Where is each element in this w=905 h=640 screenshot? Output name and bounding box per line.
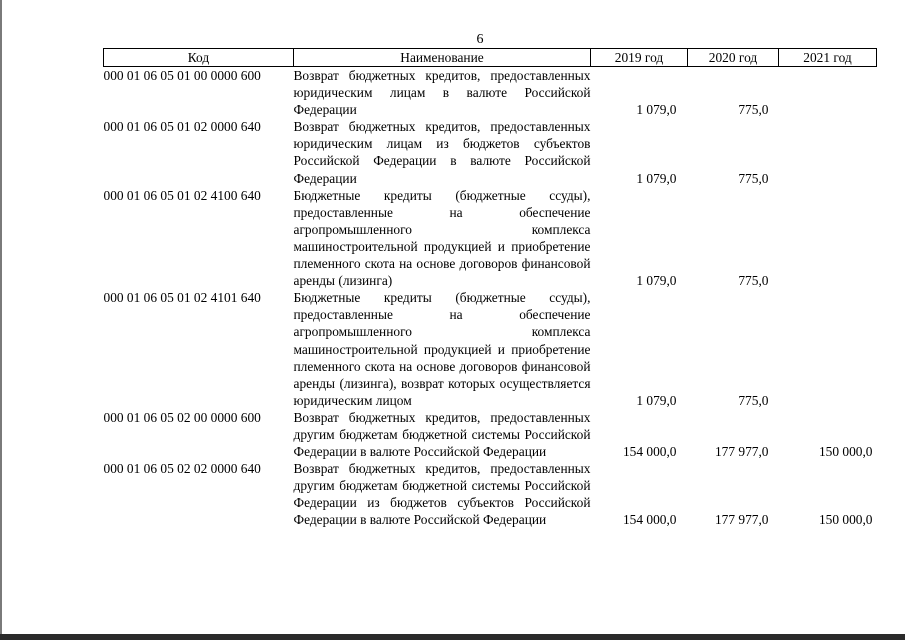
row-code: 000 01 06 05 02 00 0000 600 xyxy=(103,409,261,425)
scan-bottom-edge xyxy=(0,634,905,640)
budget-table xyxy=(103,48,877,529)
row-code: 000 01 06 05 01 02 4100 640 xyxy=(103,187,261,203)
table-row xyxy=(104,67,877,119)
table-header xyxy=(104,49,877,67)
row-name: Возврат бюджетных кредитов, предоставленных другим бюджетам бюджетной системы Российской Федерации из бюджетов субъектов Российской Федерации в валюте Российской Федерации xyxy=(293,461,591,528)
row-value-2021: 150 000,0 xyxy=(818,512,873,528)
table-row xyxy=(104,118,877,186)
row-value-2020: 177 977,0 xyxy=(714,512,769,528)
row-name: Возврат бюджетных кредитов, предоставленных юридическим лицам в валюте Российской Федерации xyxy=(293,68,591,118)
row-name: Возврат бюджетных кредитов, предоставленных юридическим лицам из бюджетов субъектов Российской Федерации в валюте Российской Федерации xyxy=(293,119,591,186)
table-row xyxy=(104,289,877,409)
row-value-2019: 1 079,0 xyxy=(636,102,677,118)
row-value-2021 xyxy=(779,187,877,290)
page-number: 6 xyxy=(476,32,484,47)
row-value-2019: 1 079,0 xyxy=(636,273,677,289)
table-row xyxy=(104,460,877,528)
row-value-2019: 154 000,0 xyxy=(622,444,677,460)
header-name: Наименование xyxy=(294,49,591,67)
row-value-2020: 775,0 xyxy=(738,102,769,118)
row-value-2019: 1 079,0 xyxy=(636,392,677,408)
row-value-2020: 177 977,0 xyxy=(714,444,769,460)
row-value-2021 xyxy=(779,118,877,186)
row-code: 000 01 06 05 01 00 0000 600 xyxy=(103,68,261,83)
header-row xyxy=(104,49,877,67)
scan-left-edge xyxy=(0,0,2,640)
row-name: Бюджетные кредиты (бюджетные ссуды), предоставленные на обеспечение агропромышленного комплекса машиностроительной продукцией и приобретение племенного скота на основе договоров финансовой аренды (лизинга), возврат которых осуществляется юридическим лицом xyxy=(293,290,591,408)
header-code: Код xyxy=(104,49,294,67)
table-row xyxy=(104,409,877,460)
row-value-2021 xyxy=(779,289,877,409)
row-value-2019: 154 000,0 xyxy=(622,512,677,528)
row-name: Бюджетные кредиты (бюджетные ссуды), предоставленные на обеспечение агропромышленного комплекса машиностроительной продукцией и приобретение племенного скота на основе договоров финансовой аренды (лизинга) xyxy=(293,187,591,289)
header-year-2020: 2020 год xyxy=(688,49,779,67)
table-body xyxy=(104,67,877,529)
row-code: 000 01 06 05 02 02 0000 640 xyxy=(103,461,261,477)
row-code: 000 01 06 05 01 02 0000 640 xyxy=(103,119,261,135)
header-year-2019: 2019 год xyxy=(591,49,688,67)
row-value-2020: 775,0 xyxy=(738,170,769,186)
row-value-2021 xyxy=(779,67,877,119)
row-value-2019: 1 079,0 xyxy=(636,170,677,186)
row-value-2020: 775,0 xyxy=(738,392,769,408)
row-value-2020: 775,0 xyxy=(738,273,769,289)
table-row xyxy=(104,187,877,290)
header-year-2021: 2021 год xyxy=(779,49,877,67)
row-code: 000 01 06 05 01 02 4101 640 xyxy=(103,290,261,306)
row-value-2021: 150 000,0 xyxy=(818,444,873,460)
row-name: Возврат бюджетных кредитов, предоставленных другим бюджетам бюджетной системы Российской Федерации в валюте Российской Федерации xyxy=(293,409,591,460)
